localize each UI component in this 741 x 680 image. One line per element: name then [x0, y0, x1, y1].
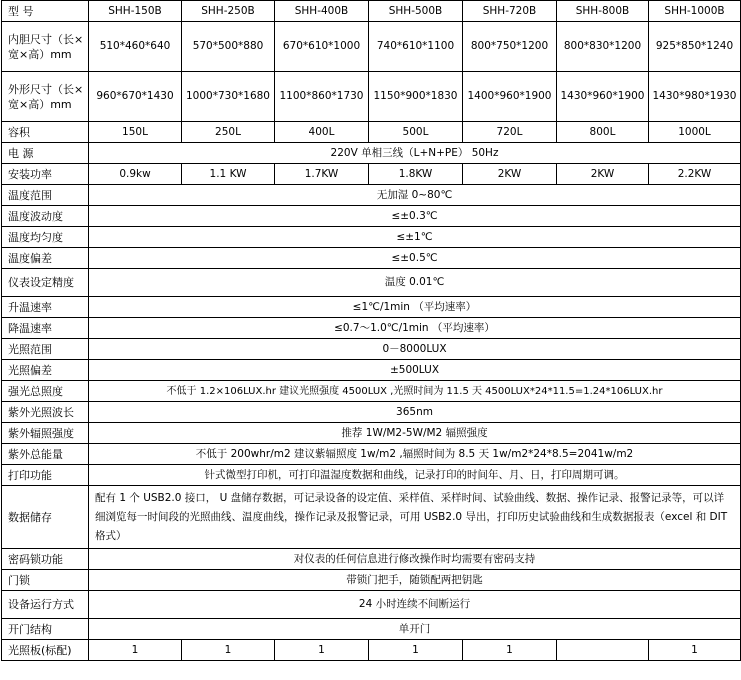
model-name: SHH-250B — [182, 1, 275, 22]
data-storage-label: 数据储存 — [2, 486, 89, 549]
install-power-value: 1.7KW — [275, 164, 369, 185]
inner-size-value: 510*460*640 — [89, 22, 182, 72]
spec-table — [1, 0, 741, 661]
volume-value: 720L — [463, 122, 557, 143]
outer-size-value: 1150*900*1830 — [369, 72, 463, 122]
operation-mode-row — [2, 591, 741, 619]
heating-rate-value: ≤1℃/1min （平均速率） — [89, 297, 741, 318]
cooling-rate-row — [2, 318, 741, 339]
outer-size-label: 外形尺寸（长×宽×高）mm — [2, 72, 89, 122]
setting-accuracy-value: 温度 0.01℃ — [89, 269, 741, 297]
uv-total-energy-label: 紫外总能量 — [2, 444, 89, 465]
outer-size-row — [2, 72, 741, 122]
light-panel-value: 1 — [89, 640, 182, 661]
door-lock-label: 门锁 — [2, 570, 89, 591]
setting-accuracy-label: 仪表设定精度 — [2, 269, 89, 297]
install-power-value: 2KW — [557, 164, 649, 185]
operation-mode-value: 24 小时连续不间断运行 — [89, 591, 741, 619]
volume-label: 容积 — [2, 122, 89, 143]
volume-value: 150L — [89, 122, 182, 143]
light-panel-label: 光照板(标配) — [2, 640, 89, 661]
light-panel-row — [2, 640, 741, 661]
setting-accuracy-row — [2, 269, 741, 297]
uv-total-energy-row — [2, 444, 741, 465]
install-power-value: 2KW — [463, 164, 557, 185]
uv-wavelength-label: 紫外光照波长 — [2, 402, 89, 423]
install-power-value: 1.8KW — [369, 164, 463, 185]
power-supply-row — [2, 143, 741, 164]
temp-uniformity-row — [2, 227, 741, 248]
model-name: SHH-500B — [369, 1, 463, 22]
cooling-rate-value: ≤0.7～1.0℃/1min （平均速率） — [89, 318, 741, 339]
light-deviation-value: ±500LUX — [89, 360, 741, 381]
install-power-value: 0.9kw — [89, 164, 182, 185]
data-storage-value: 配有 1 个 USB2.0 接口， U 盘储存数据，可记录设备的设定值、采样值、采样时间、试验曲线、数据、操作记录、报警记录等，可以详细浏览每一时间段的光照曲线、温度曲线，操作记录及报警记录，可用 USB2.0 导出，打印历史试验曲线和生成数据报表（excel 和 DIT 格式） — [89, 486, 741, 549]
inner-size-value: 800*750*1200 — [463, 22, 557, 72]
volume-value: 800L — [557, 122, 649, 143]
volume-value: 400L — [275, 122, 369, 143]
install-power-row — [2, 164, 741, 185]
outer-size-value: 1100*860*1730 — [275, 72, 369, 122]
uv-irradiance-label: 紫外辐照强度 — [2, 423, 89, 444]
light-panel-value: 1 — [182, 640, 275, 661]
temp-deviation-value: ≤±0.5℃ — [89, 248, 741, 269]
print-function-row — [2, 465, 741, 486]
door-structure-row — [2, 619, 741, 640]
total-illuminance-row — [2, 381, 741, 402]
uv-wavelength-value: 365nm — [89, 402, 741, 423]
outer-size-value: 1430*980*1930 — [649, 72, 741, 122]
model-label: 型 号 — [2, 1, 89, 22]
inner-size-row — [2, 22, 741, 72]
total-illuminance-value: 不低于 1.2×106LUX.hr 建议光照强度 4500LUX ,光照时间为 11.5 天 4500LUX*24*11.5=1.24*106LUX.hr — [89, 381, 741, 402]
print-function-value: 针式微型打印机，可打印温湿度数据和曲线，记录打印的时间年、月、日，打印周期可调。 — [89, 465, 741, 486]
temp-fluctuation-label: 温度波动度 — [2, 206, 89, 227]
light-deviation-label: 光照偏差 — [2, 360, 89, 381]
door-lock-row — [2, 570, 741, 591]
temp-deviation-row — [2, 248, 741, 269]
temp-uniformity-value: ≤±1℃ — [89, 227, 741, 248]
temp-range-value: 无加湿 0~80℃ — [89, 185, 741, 206]
uv-wavelength-row — [2, 402, 741, 423]
temp-uniformity-label: 温度均匀度 — [2, 227, 89, 248]
install-power-value: 1.1 KW — [182, 164, 275, 185]
temp-deviation-label: 温度偏差 — [2, 248, 89, 269]
temp-range-row — [2, 185, 741, 206]
light-panel-value: 1 — [369, 640, 463, 661]
model-name: SHH-720B — [463, 1, 557, 22]
power-supply-label: 电 源 — [2, 143, 89, 164]
volume-value: 250L — [182, 122, 275, 143]
volume-value: 500L — [369, 122, 463, 143]
temp-range-label: 温度范围 — [2, 185, 89, 206]
inner-size-value: 925*850*1240 — [649, 22, 741, 72]
inner-size-value: 740*610*1100 — [369, 22, 463, 72]
outer-size-value: 1430*960*1900 — [557, 72, 649, 122]
inner-size-value: 570*500*880 — [182, 22, 275, 72]
password-lock-value: 对仪表的任何信息进行修改操作时均需要有密码支持 — [89, 549, 741, 570]
cooling-rate-label: 降温速率 — [2, 318, 89, 339]
volume-value: 1000L — [649, 122, 741, 143]
uv-total-energy-value: 不低于 200whr/m2 建议紫辐照度 1w/m2 ,辐照时间为 8.5 天 1w/m2*24*8.5=2041w/m2 — [89, 444, 741, 465]
light-panel-value: 1 — [275, 640, 369, 661]
inner-size-label: 内胆尺寸（长×宽×高）mm — [2, 22, 89, 72]
temp-fluctuation-value: ≤±0.3℃ — [89, 206, 741, 227]
inner-size-value: 670*610*1000 — [275, 22, 369, 72]
temp-fluctuation-row — [2, 206, 741, 227]
install-power-label: 安装功率 — [2, 164, 89, 185]
install-power-value: 2.2KW — [649, 164, 741, 185]
power-supply-value: 220V 单相三线（L+N+PE） 50Hz — [89, 143, 741, 164]
door-structure-label: 开门结构 — [2, 619, 89, 640]
inner-size-value: 800*830*1200 — [557, 22, 649, 72]
print-function-label: 打印功能 — [2, 465, 89, 486]
outer-size-value: 960*670*1430 — [89, 72, 182, 122]
door-structure-value: 单开门 — [89, 619, 741, 640]
heating-rate-label: 升温速率 — [2, 297, 89, 318]
model-row — [2, 1, 741, 22]
light-range-value: 0－8000LUX — [89, 339, 741, 360]
outer-size-value: 1400*960*1900 — [463, 72, 557, 122]
total-illuminance-label: 强光总照度 — [2, 381, 89, 402]
light-range-row — [2, 339, 741, 360]
volume-row — [2, 122, 741, 143]
model-name: SHH-150B — [89, 1, 182, 22]
password-lock-row — [2, 549, 741, 570]
data-storage-row — [2, 486, 741, 549]
model-name: SHH-800B — [557, 1, 649, 22]
light-deviation-row — [2, 360, 741, 381]
model-name: SHH-1000B — [649, 1, 741, 22]
operation-mode-label: 设备运行方式 — [2, 591, 89, 619]
uv-irradiance-row — [2, 423, 741, 444]
outer-size-value: 1000*730*1680 — [182, 72, 275, 122]
heating-rate-row — [2, 297, 741, 318]
door-lock-value: 带锁门把手，随锁配两把钥匙 — [89, 570, 741, 591]
uv-irradiance-value: 推荐 1W/M2-5W/M2 辐照强度 — [89, 423, 741, 444]
model-name: SHH-400B — [275, 1, 369, 22]
light-panel-value: 1 — [649, 640, 741, 661]
light-panel-value: 1 — [463, 640, 557, 661]
light-panel-value — [557, 640, 649, 661]
password-lock-label: 密码锁功能 — [2, 549, 89, 570]
light-range-label: 光照范围 — [2, 339, 89, 360]
